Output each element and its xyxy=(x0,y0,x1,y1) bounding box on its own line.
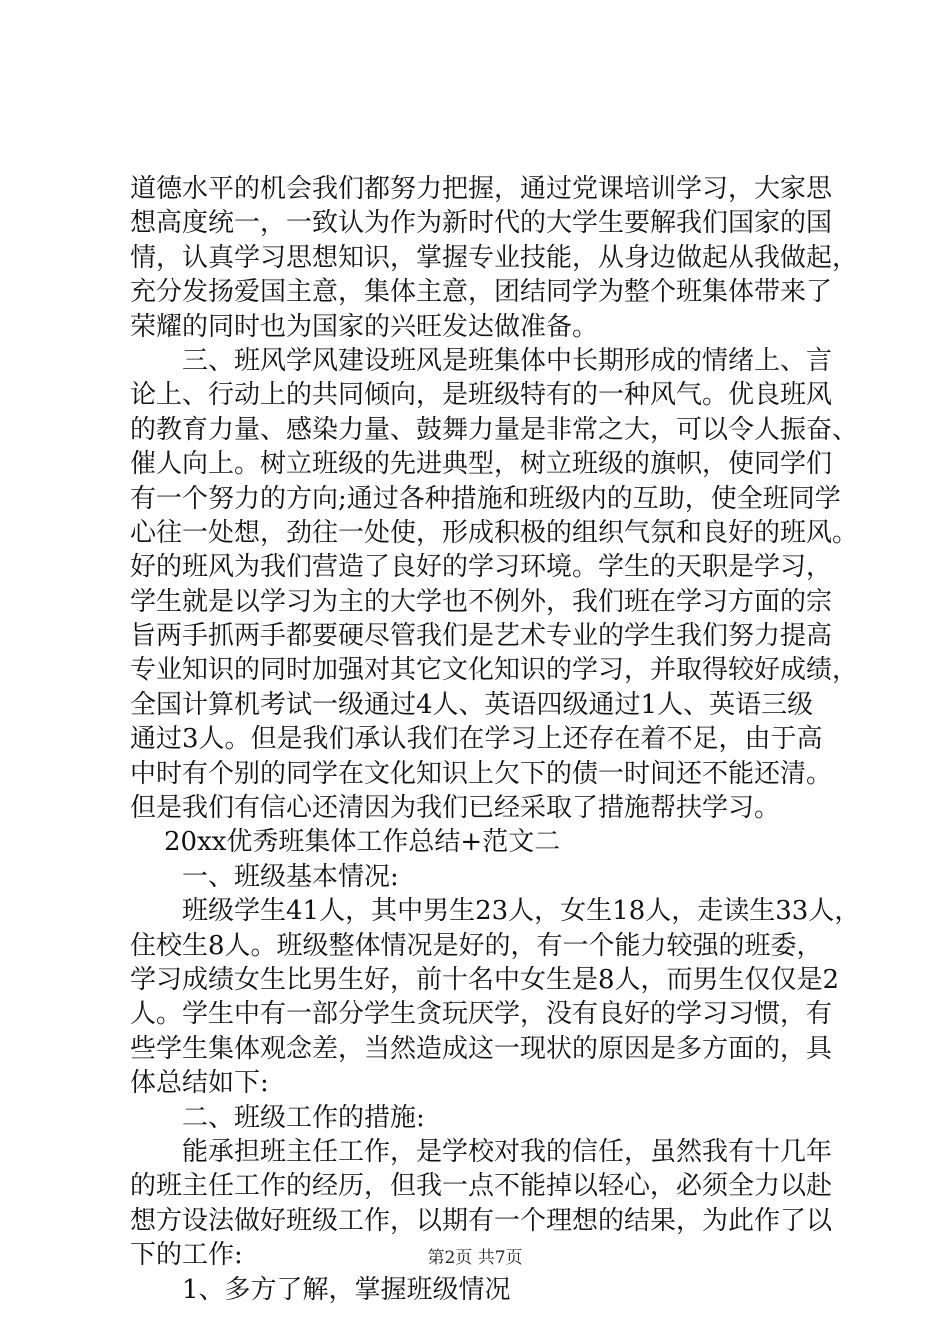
section-heading: 二、班级工作的措施: xyxy=(182,1102,425,1133)
text-line: 但是我们有信心还清因为我们已经采取了措施帮扶学习。 xyxy=(130,793,781,824)
text-line: 人。学生中有一部分学生贪玩厌学，没有良好的学习习惯，有 xyxy=(130,999,833,1030)
text-line: 专业知识的同时加强对其它文化知识的学习，并取得较好成绩， xyxy=(130,655,859,686)
text-line: 的班主任工作的经历，但我一点不能掉以轻心，必须全力以赴 xyxy=(130,1171,833,1202)
text-line: 道德水平的机会我们都努力把握，通过党课培训学习，大家思 xyxy=(130,174,833,204)
text-line: 有一个努力的方向;通过各种措施和班级内的互助，使全班同学 xyxy=(130,483,841,514)
paragraph-start-line: 能承担班主任工作，是学校对我的信任，虽然我有十几年 xyxy=(182,1136,833,1167)
text-line: 全国计算机考试一级通过4人、英语四级通过1人、英语三级 xyxy=(130,689,814,720)
text-line: 下的工作: xyxy=(130,1240,243,1271)
text-line: 些学生集体观念差，当然造成这一现状的原因是多方面的，具 xyxy=(130,1033,833,1064)
section-heading: 一、班级基本情况: xyxy=(182,861,399,892)
paragraph-start-line: 三、班风学风建设班风是班集体中长期形成的情绪上、言 xyxy=(182,345,833,376)
text-line: 住校生8人。班级整体情况是好的，有一个能力较强的班委， xyxy=(130,930,823,961)
text-line: 催人向上。树立班级的先进典型，树立班级的旗帜，使同学们 xyxy=(130,449,833,480)
text-line: 学生就是以学习为主的大学也不例外，我们班在学习方面的宗 xyxy=(130,586,833,617)
text-line: 想方设法做好班级工作，以期有一个理想的结果，为此作了以 xyxy=(130,1205,833,1236)
text-line: 体总结如下: xyxy=(130,1068,269,1099)
text-line: 旨两手抓两手都要硬尽管我们是艺术专业的学生我们努力提高 xyxy=(130,621,833,652)
text-line: 想高度统一，一致认为作为新时代的大学生要解我们国家的国 xyxy=(130,208,833,239)
text-line: 心往一处想，劲往一处使，形成积极的组织气氛和良好的班风。 xyxy=(130,517,859,548)
text-line: 中时有个别的同学在文化知识上欠下的债一时间还不能还清。 xyxy=(130,758,833,789)
text-line: 好的班风为我们营造了良好的学习环境。学生的天职是学习， xyxy=(130,552,833,583)
text-line: 荣耀的同时也为国家的兴旺发达做准备。 xyxy=(130,311,599,342)
numbered-heading: 1、多方了解，掌握班级情况 xyxy=(182,1274,511,1305)
text-line: 通过3人。但是我们承认我们在学习上还存在着不足，由于高 xyxy=(130,724,823,755)
section-title: 20xx优秀班集体工作总结+范文二 xyxy=(164,827,561,858)
text-line: 情，认真学习思想知识，掌握专业技能，从身边做起从我做起， xyxy=(130,242,859,273)
page-number-footer: 第2页 共7页 xyxy=(427,1248,523,1268)
text-line: 的教育力量、感染力量、鼓舞力量是非常之大，可以令人振奋、 xyxy=(130,414,859,445)
text-line: 论上、行动上的共同倾向，是班级特有的一种风气。优良班风 xyxy=(130,380,833,411)
text-line: 学习成绩女生比男生好，前十名中女生是8人，而男生仅仅是2 xyxy=(130,964,840,995)
document-body xyxy=(130,172,861,1307)
paragraph-start-line: 班级学生41人，其中男生23人，女生18人，走读生33人， xyxy=(182,896,861,927)
text-line: 充分发扬爱国主意，集体主意，团结同学为整个班集体带来了 xyxy=(130,277,833,308)
